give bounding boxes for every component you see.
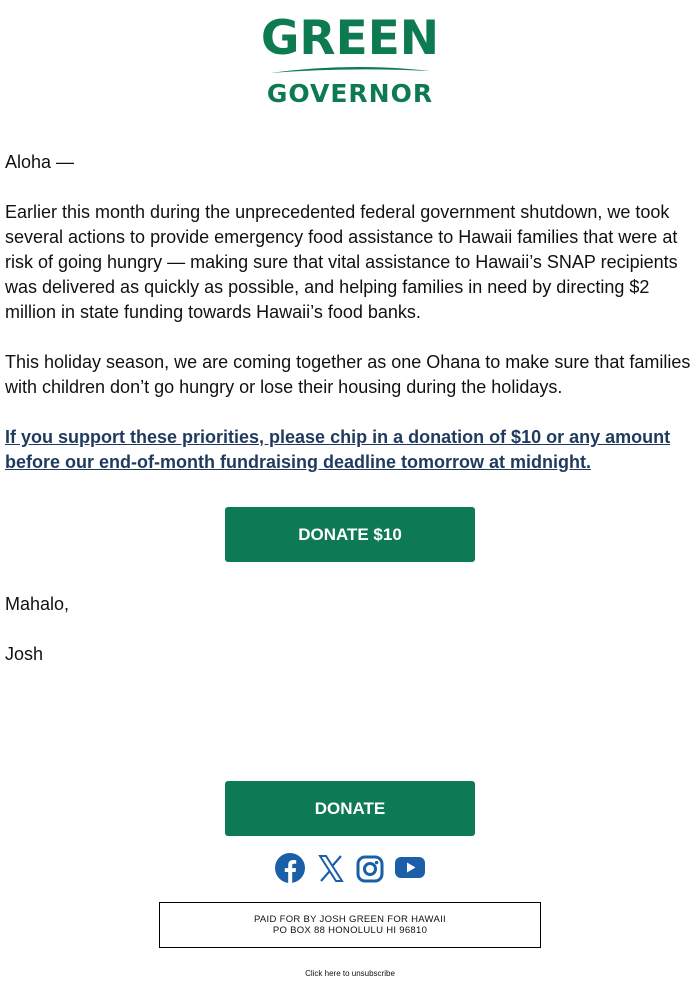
paid-for-line-2: PO BOX 88 HONOLULU HI 96810 (272, 925, 428, 936)
instagram-icon[interactable] (353, 851, 387, 885)
youtube-icon[interactable] (393, 851, 427, 885)
paid-for-disclaimer (159, 902, 541, 948)
unsubscribe-link[interactable]: Click here to unsubscribe (305, 969, 395, 978)
donate-10-button[interactable]: DONATE $10 (225, 507, 475, 562)
body-paragraph-1: Earlier this month during the unprecedented federal government shutdown, we took several actions to provide emergency food assistance to Hawaii families that were at risk of going hungry — making sure that vital assistance to Hawaii’s SNAP recipients was delivered as quickly as possible, and helping families in need by directing $2 million in state funding towards Hawaii’s food banks. (5, 202, 678, 322)
logo-wordmark-green: GREEN (260, 11, 440, 66)
greeting: Aloha — (5, 152, 75, 172)
logo-swoosh (268, 64, 432, 76)
facebook-icon[interactable] (273, 851, 307, 885)
logo-wordmark-governor: GOVERNOR (266, 79, 434, 108)
green-governor-logo (250, 11, 450, 110)
paid-for-line-1: PAID FOR BY JOSH GREEN FOR HAWAII (253, 914, 446, 925)
email-body (5, 150, 695, 500)
closing: Mahalo, (5, 594, 70, 614)
signature-name: Josh (5, 644, 44, 664)
social-links (273, 851, 429, 885)
donate-button[interactable]: DONATE (225, 781, 475, 836)
body-paragraph-2: This holiday season, we are coming together as one Ohana to make sure that families with children don’t go hungry or lose their housing during the holidays. (5, 352, 691, 397)
donation-cta-link[interactable]: If you support these priorities, please chip in a donation of $10 or any amount before our end-of-month fundraising deadline tomorrow at midnight. (5, 427, 671, 472)
x-icon[interactable] (314, 851, 348, 885)
